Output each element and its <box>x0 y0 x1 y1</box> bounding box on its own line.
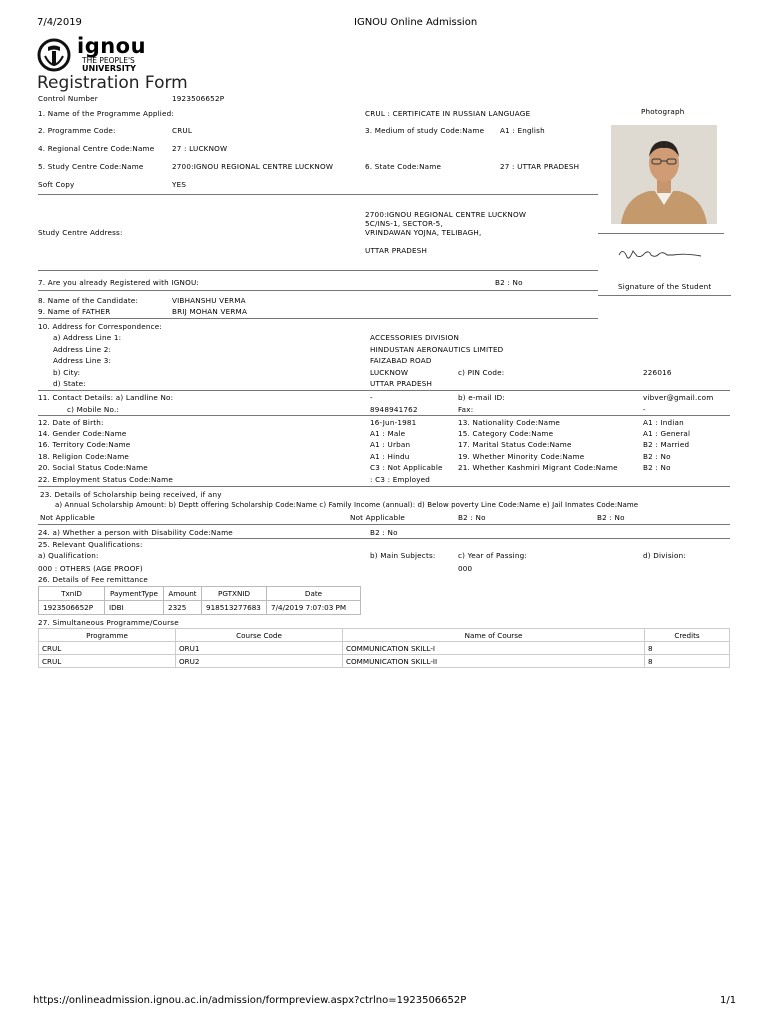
employment-label: 22. Employment Status Code:Name <box>38 475 173 484</box>
year-passing-col-label: c) Year of Passing: <box>458 551 527 560</box>
fee-table <box>38 586 361 615</box>
kashmiri-label: 21. Whether Kashmiri Migrant Code:Name <box>458 463 618 472</box>
softcopy-value: YES <box>172 180 187 189</box>
table-row <box>39 642 730 655</box>
dob-label: 12. Date of Birth: <box>38 418 104 427</box>
qualifications-label: 25. Relevant Qualifications: <box>38 540 143 549</box>
sim-header-credits: Credits <box>645 629 730 642</box>
medium-label: 3. Medium of study Code:Name <box>365 126 485 135</box>
landline-value: - <box>370 393 373 402</box>
bpl-value: B2 : No <box>458 513 486 522</box>
logo-tagline-2: UNIVERSITY <box>82 64 136 73</box>
scholarship-label: 23. Details of Scholarship being received, if any <box>40 490 222 499</box>
fee-cell-pgtxnid: 918513277683 <box>202 601 267 615</box>
table-row <box>39 655 730 668</box>
softcopy-label: Soft Copy <box>38 180 75 189</box>
disability-label: 24. a) Whether a person with Disability Code:Name <box>38 528 233 537</box>
fee-remittance-label: 26. Details of Fee remittance <box>38 575 148 584</box>
email-value: vibver@gmail.com <box>643 393 714 402</box>
address-line-3-label: Address Line 3: <box>53 356 112 365</box>
rc-label: 4. Regional Centre Code:Name <box>38 144 155 153</box>
sc-address-line-1: 2700:IGNOU REGIONAL CENTRE LUCKNOW <box>365 210 527 219</box>
nationality-value: A1 : Indian <box>643 418 684 427</box>
registered-value: B2 : No <box>495 278 523 287</box>
city-label: b) City: <box>53 368 81 377</box>
mobile-label: c) Mobile No.: <box>67 405 120 414</box>
form-title: Registration Form <box>37 73 188 93</box>
fee-header-txnid: TxnID <box>39 587 105 601</box>
landline-label: 11. Contact Details: a) Landline No: <box>38 393 174 402</box>
minority-value: B2 : No <box>643 452 671 461</box>
state-addr-value: UTTAR PRADESH <box>370 379 433 388</box>
address-label: 10. Address for Correspondence: <box>38 322 163 331</box>
division-col-label: d) Division: <box>643 551 686 560</box>
sim-header-course-code: Course Code <box>176 629 343 642</box>
fee-cell-amount: 2325 <box>164 601 202 615</box>
fee-cell-txnid: 1923506652P <box>39 601 105 615</box>
page-number: 1/1 <box>720 995 737 1006</box>
address-line-2-value: HINDUSTAN AERONAUTICS LIMITED <box>370 345 504 354</box>
religion-value: A1 : Hindu <box>370 452 410 461</box>
father-label: 9. Name of FATHER <box>38 307 111 316</box>
photograph-label: Photograph <box>641 107 685 116</box>
rc-value: 27 : LUCKNOW <box>172 144 228 153</box>
marital-label: 17. Marital Status Code:Name <box>458 440 572 449</box>
sc-value: 2700:IGNOU REGIONAL CENTRE LUCKNOW <box>172 162 334 171</box>
prog-code-value: CRUL <box>172 126 193 135</box>
father-value: BRIJ MOHAN VERMA <box>172 307 248 316</box>
logo-wordmark: ignou <box>77 34 147 58</box>
pin-value: 226016 <box>643 368 672 377</box>
employment-value: : C3 : Employed <box>370 475 431 484</box>
address-line-3-value: FAIZABAD ROAD <box>370 356 432 365</box>
sim-cell-course-code: ORU2 <box>176 655 343 668</box>
qualification-col-label: a) Qualification: <box>38 551 99 560</box>
nationality-label: 13. Nationality Code:Name <box>458 418 561 427</box>
signature-label: Signature of the Student <box>618 282 712 291</box>
ignou-logo-icon <box>37 38 71 72</box>
sc-address-label: Study Centre Address: <box>38 228 123 237</box>
simultaneous-label: 27. Simultaneous Programme/Course <box>38 618 179 627</box>
jail-inmate-value: B2 : No <box>597 513 625 522</box>
fee-header-date: Date <box>267 587 361 601</box>
sim-cell-programme: CRUL <box>39 642 176 655</box>
logo-tagline-1: THE PEOPLE'S <box>82 56 135 65</box>
sim-cell-credits: 8 <box>645 642 730 655</box>
category-value: A1 : General <box>643 429 691 438</box>
sim-header-programme: Programme <box>39 629 176 642</box>
fee-header-pgtxnid: PGTXNID <box>202 587 267 601</box>
gender-label: 14. Gender Code:Name <box>38 429 127 438</box>
prog-code-label: 2. Programme Code: <box>38 126 116 135</box>
gender-value: A1 : Male <box>370 429 406 438</box>
sc-address-line-4: UTTAR PRADESH <box>365 246 428 255</box>
sc-label: 5. Study Centre Code:Name <box>38 162 144 171</box>
marital-value: B2 : Married <box>643 440 690 449</box>
address-line-2-label: Address Line 2: <box>53 345 112 354</box>
control-number-label: Control Number <box>38 94 98 103</box>
page-title: IGNOU Online Admission <box>354 17 478 28</box>
fee-header-paymenttype: PaymentType <box>105 587 164 601</box>
candidate-label: 8. Name of the Candidate: <box>38 296 139 305</box>
state-addr-label: d) State: <box>53 379 86 388</box>
control-number-value: 1923506652P <box>172 94 225 103</box>
address-line-1-value: ACCESSORIES DIVISION <box>370 333 460 342</box>
territory-label: 16. Territory Code:Name <box>38 440 131 449</box>
minority-label: 19. Whether Minority Code:Name <box>458 452 585 461</box>
prog-applied-label: 1. Name of the Programme Applied: <box>38 109 174 118</box>
registered-label: 7. Are you already Registered with IGNOU: <box>38 278 200 287</box>
territory-value: A1 : Urban <box>370 440 411 449</box>
sim-header-row <box>39 629 730 642</box>
city-value: LUCKNOW <box>370 368 409 377</box>
state-value: 27 : UTTAR PRADESH <box>500 162 580 171</box>
sc-address-line-2: 5C/INS-1, SECTOR-5, <box>365 219 443 228</box>
fee-cell-date: 7/4/2019 7:07:03 PM <box>267 601 361 615</box>
sim-header-course-name: Name of Course <box>343 629 645 642</box>
print-date: 7/4/2019 <box>37 17 82 28</box>
candidate-value: VIBHANSHU VERMA <box>172 296 246 305</box>
social-label: 20. Social Status Code:Name <box>38 463 148 472</box>
medium-value: A1 : English <box>500 126 545 135</box>
social-value: C3 : Not Applicable <box>370 463 443 472</box>
mobile-value: 8948941762 <box>370 405 418 414</box>
fax-label: Fax: <box>458 405 474 414</box>
pin-label: c) PIN Code: <box>458 368 505 377</box>
fee-row <box>39 601 361 615</box>
qualification-value: 000 : OTHERS (AGE PROOF) <box>38 564 143 573</box>
fee-header-amount: Amount <box>164 587 202 601</box>
address-line-1-label: a) Address Line 1: <box>53 333 122 342</box>
sim-cell-course-name: COMMUNICATION SKILL-II <box>343 655 645 668</box>
sim-cell-programme: CRUL <box>39 655 176 668</box>
category-label: 15. Category Code:Name <box>458 429 554 438</box>
disability-value: B2 : No <box>370 528 398 537</box>
fee-cell-paymenttype: IDBI <box>105 601 164 615</box>
religion-label: 18. Religion Code:Name <box>38 452 130 461</box>
scholarship-subheaders: a) Annual Scholarship Amount: b) Deptt offering Scholarship Code:Name c) Family Income (annual): d) Below poverty Line Code:Name e) Jail Inmates Code:Name <box>55 501 639 509</box>
sim-cell-course-name: COMMUNICATION SKILL-I <box>343 642 645 655</box>
page-url[interactable]: https://onlineadmission.ignou.ac.in/admission/formpreview.aspx?ctrlno=1923506652P <box>33 995 467 1006</box>
main-subjects-col-label: b) Main Subjects: <box>370 551 436 560</box>
scholarship-amount-value: Not Applicable <box>40 513 96 522</box>
signature-image <box>615 243 705 263</box>
sc-address-line-3: VRINDAWAN YOJNA, TELIBAGH, <box>365 228 482 237</box>
sim-cell-credits: 8 <box>645 655 730 668</box>
sim-cell-course-code: ORU1 <box>176 642 343 655</box>
dob-value: 16-Jun-1981 <box>370 418 417 427</box>
prog-applied-value: CRUL : CERTIFICATE IN RUSSIAN LANGUAGE <box>365 109 531 118</box>
email-label: b) e-mail ID: <box>458 393 506 402</box>
year-passing-value: 000 <box>458 564 473 573</box>
kashmiri-value: B2 : No <box>643 463 671 472</box>
fee-header-row <box>39 587 361 601</box>
family-income-value: Not Applicable <box>350 513 406 522</box>
state-label: 6. State Code:Name <box>365 162 442 171</box>
fax-value: - <box>643 405 646 414</box>
simultaneous-table <box>38 628 730 668</box>
student-photo <box>611 125 717 224</box>
